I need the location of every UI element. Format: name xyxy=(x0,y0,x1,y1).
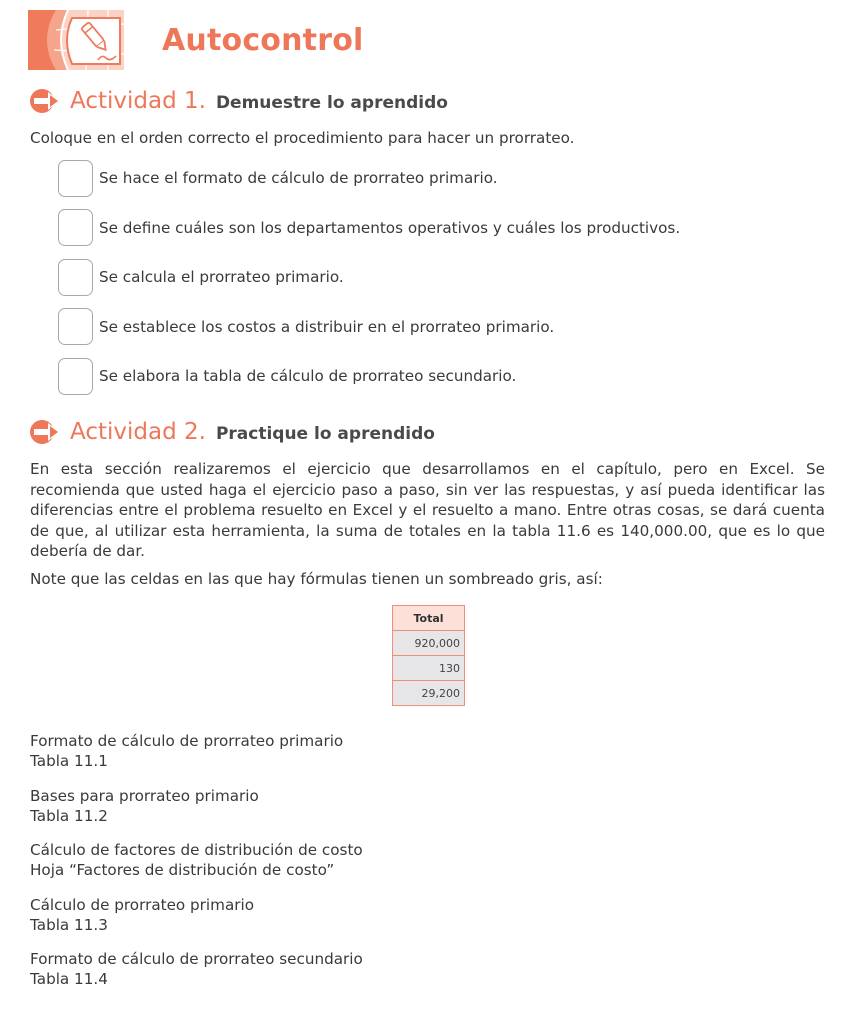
reference-title: Cálculo de factores de distribución de costo xyxy=(30,841,363,859)
reference-title: Formato de cálculo de prorrateo secundario xyxy=(30,950,363,968)
reference-title: Formato de cálculo de prorrateo primario xyxy=(30,732,344,750)
formula-cell: 29,200 xyxy=(393,681,465,706)
table-row xyxy=(393,656,465,681)
list-item xyxy=(58,257,680,297)
ordering-list xyxy=(58,158,680,406)
list-item-text: Se elabora la tabla de cálculo de prorrateo secundario. xyxy=(99,367,517,385)
page-header xyxy=(28,10,364,70)
reference-source: Tabla 11.2 xyxy=(30,806,108,825)
order-input-box[interactable] xyxy=(58,160,93,197)
reference-title: Bases para prorrateo primario xyxy=(30,786,259,805)
reference-source: Tabla 11.1 xyxy=(30,752,108,770)
reference-source: Tabla 11.4 xyxy=(30,970,108,988)
order-input-box[interactable] xyxy=(58,308,93,345)
list-item xyxy=(58,356,680,396)
reference-list xyxy=(30,731,363,1004)
formula-sample-table xyxy=(392,605,465,706)
reference-item xyxy=(30,840,363,880)
reference-source: Hoja “Factores de distribución de costo” xyxy=(30,861,335,879)
activity-1-subtitle: Demuestre lo aprendido xyxy=(215,93,448,113)
order-input-box[interactable] xyxy=(58,358,93,395)
formula-cell: 920,000 xyxy=(393,631,465,656)
reference-title: Cálculo de prorrateo primario xyxy=(30,895,255,914)
table-row xyxy=(393,631,465,656)
activity-1-heading xyxy=(30,88,448,114)
activity-1-label: Actividad 1. xyxy=(70,88,206,114)
activity-2-subtitle: Practique lo aprendido xyxy=(215,424,435,444)
list-item-text: Se establece los costos a distribuir en el prorrateo primario. xyxy=(99,317,555,336)
arrow-right-icon xyxy=(30,420,62,444)
activity-2-note: Note que las celdas en las que hay fórmulas tienen un sombreado gris, así: xyxy=(30,570,603,588)
arrow-right-icon xyxy=(30,89,62,113)
table-header-total: Total xyxy=(393,606,465,631)
reference-item xyxy=(30,949,363,989)
reference-item xyxy=(30,786,363,826)
activity-1-instruction: Coloque en el orden correcto el procedimiento para hacer un prorrateo. xyxy=(30,129,575,147)
list-item-text: Se define cuáles son los departamentos operativos y cuáles los productivos. xyxy=(99,218,681,237)
page-title: Autocontrol xyxy=(162,22,364,58)
reference-item xyxy=(30,895,363,935)
globe-pencil-icon xyxy=(28,10,124,70)
reference-item xyxy=(30,731,363,771)
activity-2-heading xyxy=(30,419,435,445)
list-item xyxy=(58,307,680,347)
order-input-box[interactable] xyxy=(58,259,93,296)
reference-source: Tabla 11.3 xyxy=(30,915,108,934)
order-input-box[interactable] xyxy=(58,209,93,246)
formula-cell: 130 xyxy=(393,656,465,681)
list-item xyxy=(58,158,680,198)
list-item xyxy=(58,208,680,248)
list-item-text: Se calcula el prorrateo primario. xyxy=(99,268,344,286)
activity-2-label: Actividad 2. xyxy=(70,419,206,445)
activity-2-paragraph: En esta sección realizaremos el ejercicio que desarrollamos en el capítulo, pero en Excel. Se recomienda que usted haga el ejercicio paso a paso, sin ver las respuestas, y así pueda identificar las diferencias entre el problema resuelto en Excel y el resuelto a mano. Entre otras cosas, se dará cuenta de que, al utilizar esta herramienta, la suma de totales en la tabla 11.6 es 140,000.00, que es lo que debería de dar. xyxy=(30,460,825,560)
table-row xyxy=(393,681,465,706)
list-item-text: Se hace el formato de cálculo de prorrateo primario. xyxy=(99,169,498,187)
